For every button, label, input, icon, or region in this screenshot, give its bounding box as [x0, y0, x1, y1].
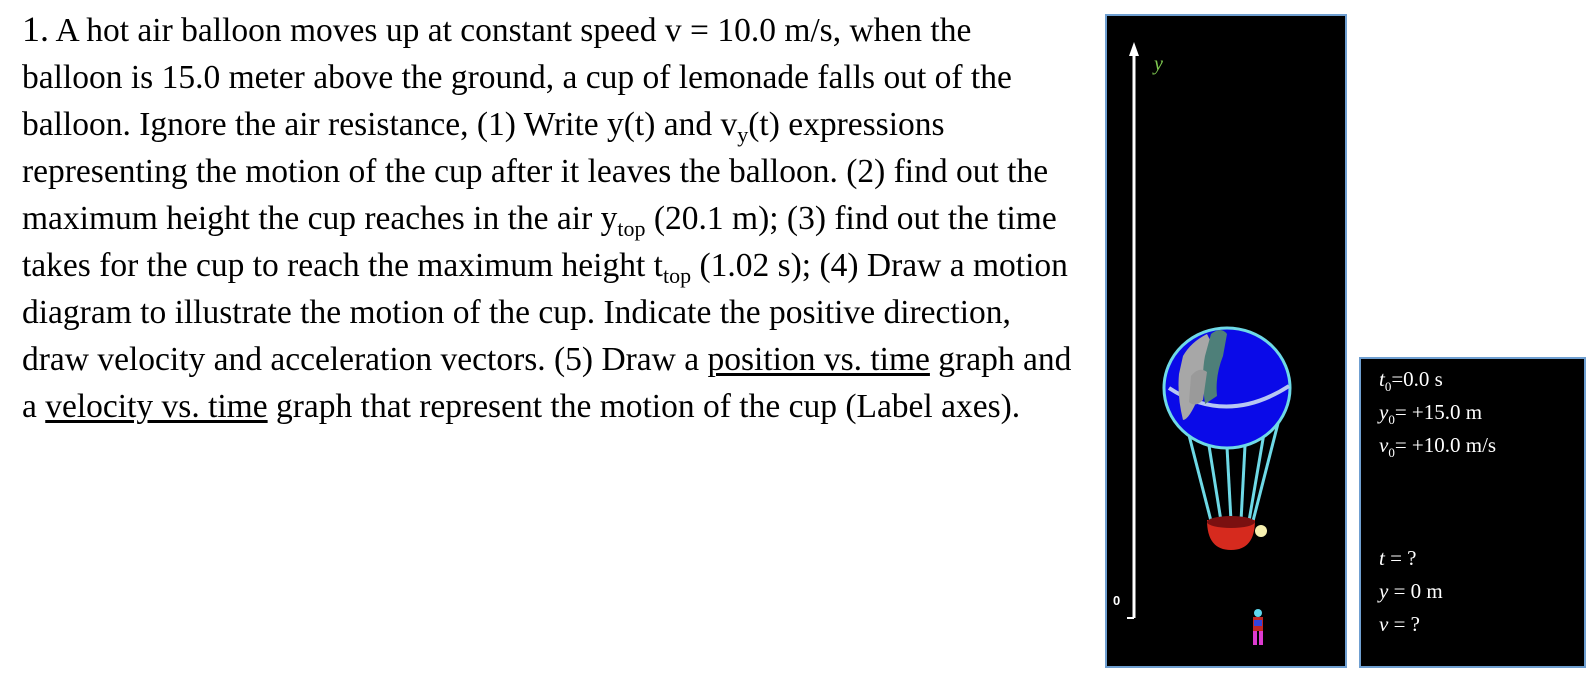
conditions-panel	[1359, 357, 1586, 668]
y-axis-arrow-icon	[1129, 42, 1139, 56]
final-position-row: y = 0 m	[1379, 579, 1443, 603]
subscript-top-t: top	[662, 263, 692, 288]
initial-position-row: $y_0= +15.0$ m	[1379, 400, 1483, 427]
final-time-row: t = ?	[1379, 546, 1417, 570]
person-icon	[1253, 609, 1263, 645]
problem-part-1: A hot air balloon moves up at constant speed v = 10.0 m/s, when the balloon is 15.0 meter above the ground, a cup of lemonade falls out of the balloon. Ignore the air resistance, (1) Write y(t) and v	[22, 12, 1012, 143]
problem-number: 1.	[22, 9, 49, 49]
problem-part-5: graph and a	[22, 341, 1072, 425]
velocity-vs-time-phrase: velocity vs. time	[45, 388, 268, 425]
cup-icon	[1255, 525, 1267, 537]
balloon-scene	[1107, 16, 1345, 666]
initial-velocity-row: $v_0= +10.0$ m/s	[1379, 433, 1497, 460]
problem-part-3: (20.1 m); (3) find out the time takes for the cup to reach the maximum height t	[22, 200, 1057, 284]
problem-part-4: (1.02 s); (4) Draw a motion diagram to illustrate the motion of the cup. Indicate the positive direction, draw velocity and acceleration vectors. (5) Draw a	[22, 247, 1068, 378]
origin-label: 0	[1113, 593, 1121, 608]
problem-part-6: graph that represent the motion of the cup (Label axes).	[267, 388, 1021, 425]
balloon-scene-panel	[1105, 14, 1347, 668]
position-vs-time-phrase: position vs. time	[707, 341, 930, 378]
initial-time-row: $t_0=0.0$ s	[1379, 367, 1443, 394]
subscript-y: y	[737, 122, 749, 147]
balloon-icon	[1164, 328, 1290, 448]
subscript-top-y: top	[617, 216, 646, 241]
problem-text	[22, 6, 1072, 430]
final-velocity-row: v = ?	[1379, 612, 1420, 636]
y-axis-label: y	[1154, 53, 1163, 75]
problem-part-2: (t) expressions representing the motion of the cup after it leaves the balloon. (2) find out the maximum height the cup reaches in the air y	[22, 106, 1049, 237]
